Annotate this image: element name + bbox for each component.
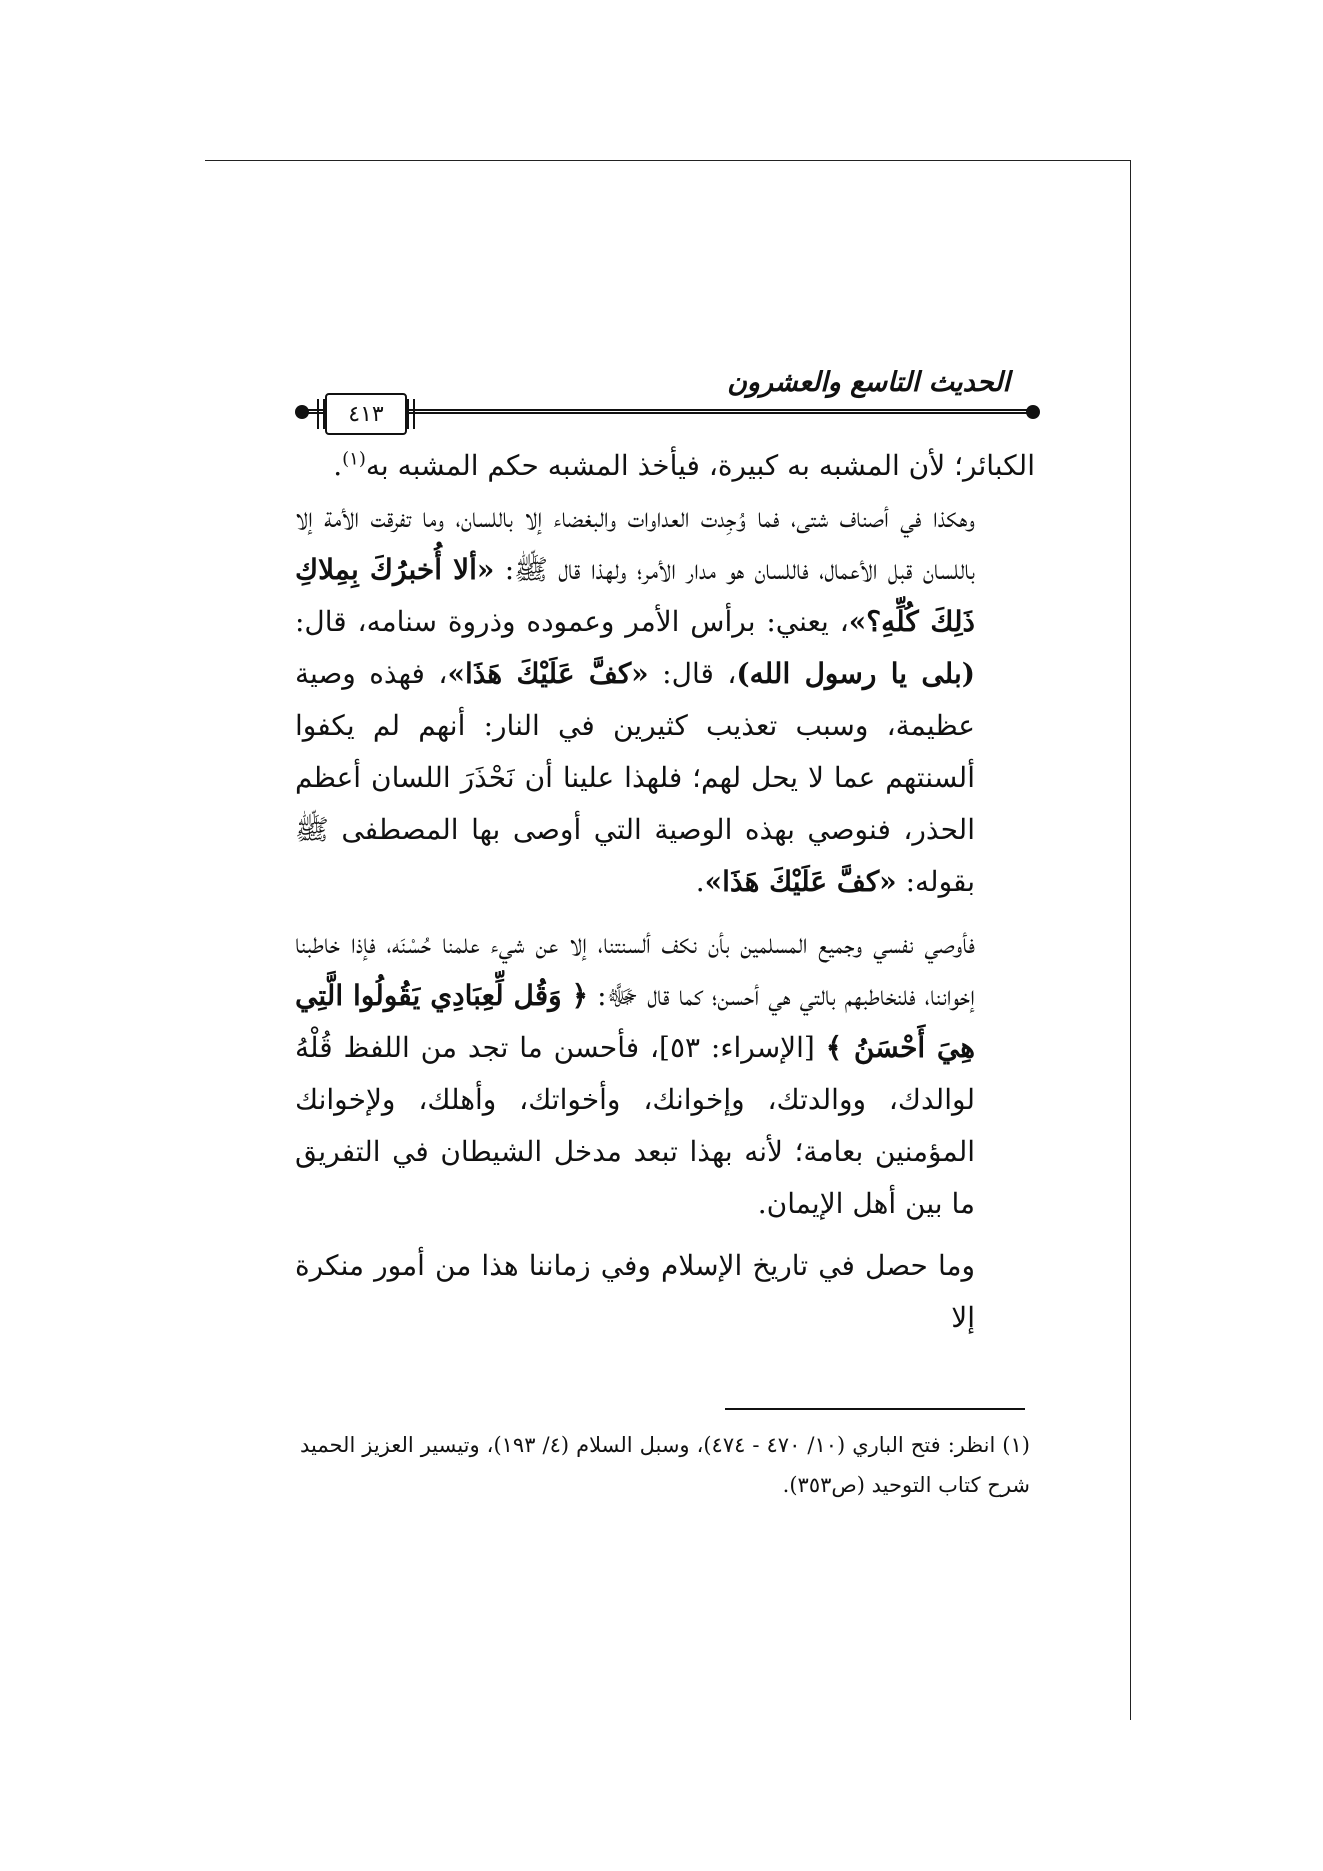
header-ornament-left bbox=[295, 405, 309, 419]
footnote-ref: (١) bbox=[342, 448, 366, 470]
footnote: (١) انظر: فتح الباري (١٠/ ٤٧٠ - ٤٧٤)، وسبل السلام (٤/ ١٩٣)، وتيسير العزيز الحميد شرح كتاب التوحيد (ص٣٥٣). bbox=[300, 1433, 1030, 1497]
paragraph-2-text-c: ، قال: bbox=[648, 657, 737, 690]
paragraph-2-text-b: ، يعني: برأس الأمر وعموده وذروة سنامه، قال: bbox=[295, 605, 849, 638]
hadith-quote-3: «كفَّ عَلَيْكَ هَذَا» bbox=[447, 657, 649, 690]
paragraph-2 bbox=[295, 492, 1035, 908]
paragraph-3-text-b: [الإسراء: ٥٣]، فأحسن ما تجد من اللفظ قُلْهُ لوالدك، ووالدتك، وإخوانك، وأخواتك، وأهلك، ولإخوانك المؤمنين بعامة؛ لأنه بهذا تبعد مدخل الشيطان في التفريق ما بين أهل الإيمان. bbox=[295, 1031, 975, 1220]
paragraph-2-text-d: ، فهذه وصية عظيمة، وسبب تعذيب كثيرين في النار: أنهم لم يكفوا ألسنتهم عما لا يحل لهم؛ فلهذا علينا أن نَحْذَرَ اللسان أعظم الحذر، فنوصي بهذه الوصية التي أوصى بها المصطفى ﷺ بقوله: bbox=[295, 657, 975, 898]
hadith-quote-2: (بلى يا رسول الله) bbox=[736, 657, 975, 690]
footnote-separator bbox=[725, 1408, 1025, 1410]
paragraph-4: وما حصل في تاريخ الإسلام وفي زماننا هذا من أمور منكرة إلا bbox=[295, 1249, 975, 1334]
paragraph-2-end: . bbox=[695, 865, 705, 898]
paragraph-2-text-a: وهكذا في أصناف شتى، فما وُجِدت العداوات والبغضاء إلا باللسان، وما تفرقت الأمة إلا باللسان قبل الأعمال، فاللسان هو مدار الأمر؛ ولهذا قال ﷺ: bbox=[295, 501, 976, 586]
paragraph-3-text-a: فأوصي نفسي وجميع المسلمين بأن نكف ألسنتنا، إلا عن شيء علمنا حُسْنَه، فإذا خاطبنا إخواننا، فلنخاطبهم بالتي هي أحسن؛ كما قال ﷻ: bbox=[295, 927, 975, 1012]
paragraph-1-text: الكبائر؛ لأن المشبه به كبيرة، فيأخذ المشبه حكم المشبه به bbox=[365, 449, 1035, 482]
hadith-quote-4: «كفَّ عَلَيْكَ هَذَا» bbox=[704, 865, 897, 898]
paragraph-1-end: . bbox=[333, 449, 343, 482]
page-number: ٤١٣ bbox=[325, 393, 407, 435]
paragraph-3 bbox=[295, 918, 1035, 1230]
page-header bbox=[295, 365, 1040, 425]
paragraph-1 bbox=[295, 440, 1035, 492]
running-title: الحديث التاسع والعشرون bbox=[727, 367, 1010, 398]
main-text bbox=[295, 440, 1035, 1344]
hadith-quote-1: «ألا أُخبرُكَ بِمِلاكِ ذَلِكَ كُلِّهِ؟» bbox=[295, 553, 975, 638]
crop-mark-horizontal bbox=[205, 160, 1130, 161]
header-ornament-right bbox=[1026, 405, 1040, 419]
crop-mark-vertical bbox=[1130, 160, 1131, 1720]
quran-verse: ﴿ وَقُل لِّعِبَادِي يَقُولُوا الَّتِي هِيَ أَحْسَنُ ﴾ bbox=[295, 979, 976, 1064]
